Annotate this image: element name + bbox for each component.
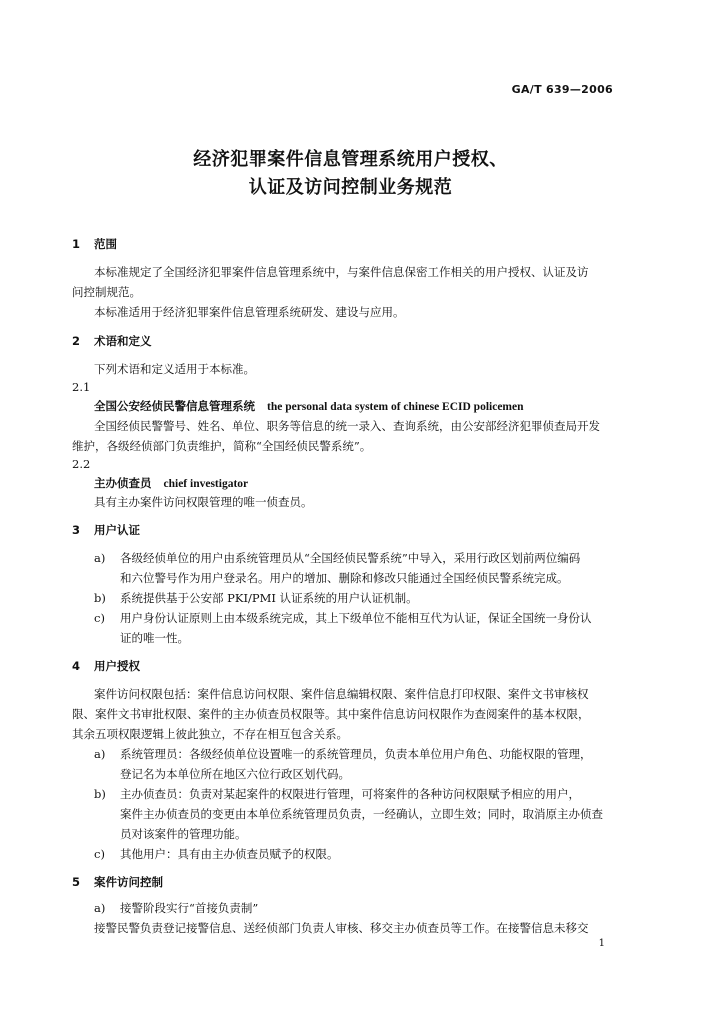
list-item-continuation: 证的唯一性。 <box>120 631 189 645</box>
list-marker: b) <box>94 591 106 605</box>
list-item-text: 接警阶段实行“首接负责制” <box>120 901 259 915</box>
term-english: the personal data system of chinese ECID policemen <box>267 401 524 413</box>
section-title: 术语和定义 <box>94 334 152 348</box>
paragraph-line: 本标准规定了全国经济犯罪案件信息管理系统中，与案件信息保密工作相关的用户授权、认证及访 <box>94 265 589 279</box>
section-3-heading <box>72 522 140 538</box>
paragraph-line: 本标准适用于经济犯罪案件信息管理系统研发、建设与应用。 <box>94 305 405 319</box>
section-4-heading <box>72 658 140 674</box>
list-item <box>94 786 580 802</box>
list-item-text: 用户身份认证原则上由本级系统完成，其上下级单位不能相互代为认证，保证全国统一身份认 <box>120 611 592 625</box>
section-1-heading <box>72 236 117 252</box>
list-item <box>94 746 592 762</box>
list-marker: a) <box>94 901 106 915</box>
section-2-heading <box>72 333 152 349</box>
list-item-text: 其他用户：具有由主办侦查员赋予的权限。 <box>120 847 339 861</box>
page-number: 1 <box>598 938 605 949</box>
term-english: chief investigator <box>163 478 249 490</box>
paragraph-line: 限、案件文书审批权限、案件的主办侦查员权限等。其中案件信息访问权限作为查阅案件的基本权限， <box>72 707 590 721</box>
section-number: 2 <box>72 334 81 348</box>
term-chinese: 全国公安经侦民警信息管理系统 <box>94 399 255 413</box>
list-item-text: 主办侦查员：负责对某起案件的权限进行管理，可将案件的各种访问权限赋予相应的用户， <box>120 787 580 801</box>
section-number: 3 <box>72 523 81 537</box>
list-item-text: 各级经侦单位的用户由系统管理员从“全国经侦民警系统”中导入，采用行政区划前两位编码 <box>120 551 581 565</box>
list-item-continuation: 和六位警号作为用户登录名。用户的增加、删除和修改只能通过全国经侦民警系统完成。 <box>120 571 569 585</box>
standard-code: GA/T 639—2006 <box>511 83 613 96</box>
list-item-continuation: 员对该案件的管理功能。 <box>120 827 247 841</box>
section-number: 1 <box>72 237 81 251</box>
section-title: 范围 <box>94 237 117 251</box>
list-item-text: 系统管理员：各级经侦单位设置唯一的系统管理员，负责本单位用户角色、功能权限的管理， <box>120 747 592 761</box>
list-item <box>94 590 418 606</box>
list-marker: c) <box>94 611 105 625</box>
list-marker: c) <box>94 847 105 861</box>
definition-term <box>94 398 524 414</box>
list-marker: a) <box>94 551 106 565</box>
paragraph-line: 下列术语和定义适用于本标准。 <box>94 362 255 376</box>
definition-number: 2.1 <box>72 380 91 394</box>
list-item <box>94 550 580 566</box>
document-title-line1: 经济犯罪案件信息管理系统用户授权、 <box>193 149 508 170</box>
section-number: 4 <box>72 659 81 673</box>
paragraph-line: 全国经侦民警警号、姓名、单位、职务等信息的统一录入、查询系统，由公安部经济犯罪侦查局开发 <box>94 419 600 433</box>
paragraph-line: 案件访问权限包括：案件信息访问权限、案件信息编辑权限、案件信息打印权限、案件文书审核权 <box>94 687 589 701</box>
term-chinese: 主办侦查员 <box>94 476 152 490</box>
section-number: 5 <box>72 875 81 889</box>
list-item-continuation: 登记名为本单位所在地区六位行政区划代码。 <box>120 767 350 781</box>
paragraph-line: 具有主办案件访问权限管理的唯一侦查员。 <box>94 495 313 509</box>
list-item <box>94 900 258 916</box>
paragraph-line: 问控制规范。 <box>72 285 141 299</box>
paragraph-line: 接警民警负责登记接警信息、送经侦部门负责人审核、移交主办侦查员等工作。在接警信息未移交 <box>94 921 589 935</box>
list-item-continuation: 案件主办侦查员的变更由本单位系统管理员负责，一经确认，立即生效；同时，取消原主办侦查 <box>120 807 603 821</box>
definition-number: 2.2 <box>72 457 91 471</box>
list-item <box>94 610 592 626</box>
list-item <box>94 846 339 862</box>
document-title-line2: 认证及访问控制业务规范 <box>248 177 453 198</box>
list-item-text: 系统提供基于公安部 PKI/PMI 认证系统的用户认证机制。 <box>120 591 418 605</box>
list-marker: b) <box>94 787 106 801</box>
section-5-heading <box>72 874 163 890</box>
section-title: 用户授权 <box>94 659 140 673</box>
section-title: 案件访问控制 <box>94 875 163 889</box>
paragraph-line: 其余五项权限逻辑上彼此独立，不存在相互包含关系。 <box>72 727 348 741</box>
section-title: 用户认证 <box>94 523 140 537</box>
list-marker: a) <box>94 747 106 761</box>
paragraph-line: 维护，各级经侦部门负责维护，简称“全国经侦民警系统”。 <box>72 439 372 453</box>
definition-term <box>94 475 248 491</box>
